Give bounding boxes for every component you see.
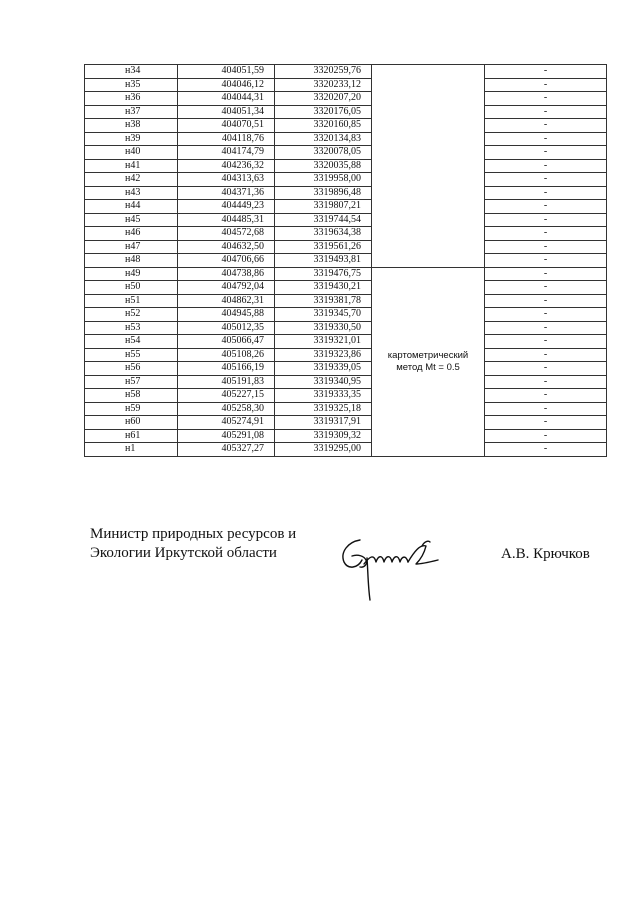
table-row: [85, 321, 607, 335]
point-name-cell: н43: [85, 186, 178, 200]
signatory-title-line2: Экологии Иркутской области: [90, 545, 277, 561]
x-coordinate-cell: 405274,91: [178, 416, 275, 430]
y-coordinate-cell: 3319340,95: [275, 375, 372, 389]
x-coordinate-cell: 405166,19: [178, 362, 275, 376]
table-row: [85, 132, 607, 146]
x-coordinate-cell: 404051,59: [178, 65, 275, 79]
point-name-cell: н38: [85, 119, 178, 133]
y-coordinate-cell: 3319325,18: [275, 402, 372, 416]
table-row: [85, 281, 607, 295]
accuracy-cell: -: [485, 281, 607, 295]
point-name-cell: н49: [85, 267, 178, 281]
y-coordinate-cell: 3319493,81: [275, 254, 372, 268]
signatory-name: А.В. Крючков: [501, 546, 590, 562]
point-name-cell: н53: [85, 321, 178, 335]
table-row: [85, 173, 607, 187]
y-coordinate-cell: 3319476,75: [275, 267, 372, 281]
x-coordinate-cell: 404118,76: [178, 132, 275, 146]
accuracy-cell: -: [485, 375, 607, 389]
table-row: [85, 362, 607, 376]
point-name-cell: н37: [85, 105, 178, 119]
x-coordinate-cell: 404044,31: [178, 92, 275, 106]
accuracy-cell: -: [485, 78, 607, 92]
point-name-cell: н45: [85, 213, 178, 227]
accuracy-cell: -: [485, 321, 607, 335]
y-coordinate-cell: 3319896,48: [275, 186, 372, 200]
y-coordinate-cell: 3319744,54: [275, 213, 372, 227]
y-coordinate-cell: 3319321,01: [275, 335, 372, 349]
x-coordinate-cell: 404236,32: [178, 159, 275, 173]
x-coordinate-cell: 405066,47: [178, 335, 275, 349]
x-coordinate-cell: 404051,34: [178, 105, 275, 119]
x-coordinate-cell: 404706,66: [178, 254, 275, 268]
accuracy-cell: -: [485, 173, 607, 187]
y-coordinate-cell: 3319330,50: [275, 321, 372, 335]
y-coordinate-cell: 3320078,05: [275, 146, 372, 160]
x-coordinate-cell: 404046,12: [178, 78, 275, 92]
y-coordinate-cell: 3320207,20: [275, 92, 372, 106]
accuracy-cell: -: [485, 227, 607, 241]
accuracy-cell: -: [485, 254, 607, 268]
accuracy-cell: -: [485, 402, 607, 416]
y-coordinate-cell: 3319345,70: [275, 308, 372, 322]
signatory-title-line1: Министр природных ресурсов и: [90, 526, 297, 542]
table-row: [85, 375, 607, 389]
point-name-cell: н61: [85, 429, 178, 443]
y-coordinate-cell: 3319807,21: [275, 200, 372, 214]
table-row: [85, 308, 607, 322]
point-name-cell: н34: [85, 65, 178, 79]
point-name-cell: н48: [85, 254, 178, 268]
y-coordinate-cell: 3319323,86: [275, 348, 372, 362]
point-name-cell: н41: [85, 159, 178, 173]
accuracy-cell: -: [485, 429, 607, 443]
point-name-cell: н40: [85, 146, 178, 160]
x-coordinate-cell: 404371,36: [178, 186, 275, 200]
point-name-cell: н39: [85, 132, 178, 146]
accuracy-cell: -: [485, 119, 607, 133]
point-name-cell: н58: [85, 389, 178, 403]
y-coordinate-cell: 3319295,00: [275, 443, 372, 457]
x-coordinate-cell: 404070,51: [178, 119, 275, 133]
point-name-cell: н46: [85, 227, 178, 241]
accuracy-cell: -: [485, 294, 607, 308]
y-coordinate-cell: 3319561,26: [275, 240, 372, 254]
y-coordinate-cell: 3320035,88: [275, 159, 372, 173]
point-name-cell: н51: [85, 294, 178, 308]
y-coordinate-cell: 3320160,85: [275, 119, 372, 133]
point-name-cell: н57: [85, 375, 178, 389]
y-coordinate-cell: 3319381,78: [275, 294, 372, 308]
y-coordinate-cell: 3320134,83: [275, 132, 372, 146]
accuracy-cell: -: [485, 416, 607, 430]
point-name-cell: н35: [85, 78, 178, 92]
method-cell: [372, 267, 485, 456]
accuracy-cell: -: [485, 267, 607, 281]
x-coordinate-cell: 404738,86: [178, 267, 275, 281]
x-coordinate-cell: 405108,26: [178, 348, 275, 362]
table-row: [85, 348, 607, 362]
point-name-cell: н42: [85, 173, 178, 187]
table-row: [85, 146, 607, 160]
table-row: [85, 402, 607, 416]
accuracy-cell: -: [485, 132, 607, 146]
accuracy-cell: -: [485, 213, 607, 227]
table-row: [85, 159, 607, 173]
y-coordinate-cell: 3319634,38: [275, 227, 372, 241]
accuracy-cell: -: [485, 146, 607, 160]
table-row: [85, 65, 607, 79]
table-row: [85, 200, 607, 214]
x-coordinate-cell: 405227,15: [178, 389, 275, 403]
x-coordinate-cell: 405012,35: [178, 321, 275, 335]
accuracy-cell: -: [485, 308, 607, 322]
y-coordinate-cell: 3320176,05: [275, 105, 372, 119]
table-row: [85, 267, 607, 281]
method-label-line2: метод Mt = 0.5: [396, 361, 460, 373]
table-row: [85, 240, 607, 254]
x-coordinate-cell: 404485,31: [178, 213, 275, 227]
coordinates-table: [84, 64, 607, 457]
point-name-cell: н56: [85, 362, 178, 376]
accuracy-cell: -: [485, 186, 607, 200]
accuracy-cell: -: [485, 348, 607, 362]
point-name-cell: н60: [85, 416, 178, 430]
table-row: [85, 186, 607, 200]
y-coordinate-cell: 3319333,35: [275, 389, 372, 403]
x-coordinate-cell: 404862,31: [178, 294, 275, 308]
point-name-cell: н47: [85, 240, 178, 254]
accuracy-cell: -: [485, 159, 607, 173]
table-row: [85, 443, 607, 457]
x-coordinate-cell: 405291,08: [178, 429, 275, 443]
x-coordinate-cell: 404449,23: [178, 200, 275, 214]
x-coordinate-cell: 404632,50: [178, 240, 275, 254]
y-coordinate-cell: 3319309,32: [275, 429, 372, 443]
table-row: [85, 294, 607, 308]
accuracy-cell: -: [485, 240, 607, 254]
table-row: [85, 213, 607, 227]
table-row: [85, 227, 607, 241]
point-name-cell: н52: [85, 308, 178, 322]
accuracy-cell: -: [485, 65, 607, 79]
point-name-cell: н36: [85, 92, 178, 106]
table-row: [85, 78, 607, 92]
x-coordinate-cell: 404792,04: [178, 281, 275, 295]
accuracy-cell: -: [485, 335, 607, 349]
table-row: [85, 335, 607, 349]
accuracy-cell: -: [485, 200, 607, 214]
x-coordinate-cell: 404945,88: [178, 308, 275, 322]
table-row: [85, 389, 607, 403]
point-name-cell: н50: [85, 281, 178, 295]
x-coordinate-cell: 404313,63: [178, 173, 275, 187]
table-row: [85, 429, 607, 443]
method-cell-upper: [372, 65, 485, 268]
accuracy-cell: -: [485, 362, 607, 376]
accuracy-cell: -: [485, 389, 607, 403]
signatory-title: [90, 525, 330, 563]
y-coordinate-cell: 3319339,05: [275, 362, 372, 376]
y-coordinate-cell: 3320233,12: [275, 78, 372, 92]
y-coordinate-cell: 3319317,91: [275, 416, 372, 430]
table-row: [85, 254, 607, 268]
table-row: [85, 105, 607, 119]
x-coordinate-cell: 405258,30: [178, 402, 275, 416]
x-coordinate-cell: 405191,83: [178, 375, 275, 389]
method-label-line1: картометрический: [387, 349, 469, 361]
x-coordinate-cell: 405327,27: [178, 443, 275, 457]
point-name-cell: н55: [85, 348, 178, 362]
handwritten-signature: [334, 534, 444, 604]
point-name-cell: н59: [85, 402, 178, 416]
point-name-cell: н1: [85, 443, 178, 457]
y-coordinate-cell: 3320259,76: [275, 65, 372, 79]
x-coordinate-cell: 404572,68: [178, 227, 275, 241]
point-name-cell: н54: [85, 335, 178, 349]
point-name-cell: н44: [85, 200, 178, 214]
table-row: [85, 119, 607, 133]
table-row: [85, 92, 607, 106]
table-row: [85, 416, 607, 430]
accuracy-cell: -: [485, 105, 607, 119]
y-coordinate-cell: 3319430,21: [275, 281, 372, 295]
x-coordinate-cell: 404174,79: [178, 146, 275, 160]
y-coordinate-cell: 3319958,00: [275, 173, 372, 187]
accuracy-cell: -: [485, 92, 607, 106]
accuracy-cell: -: [485, 443, 607, 457]
